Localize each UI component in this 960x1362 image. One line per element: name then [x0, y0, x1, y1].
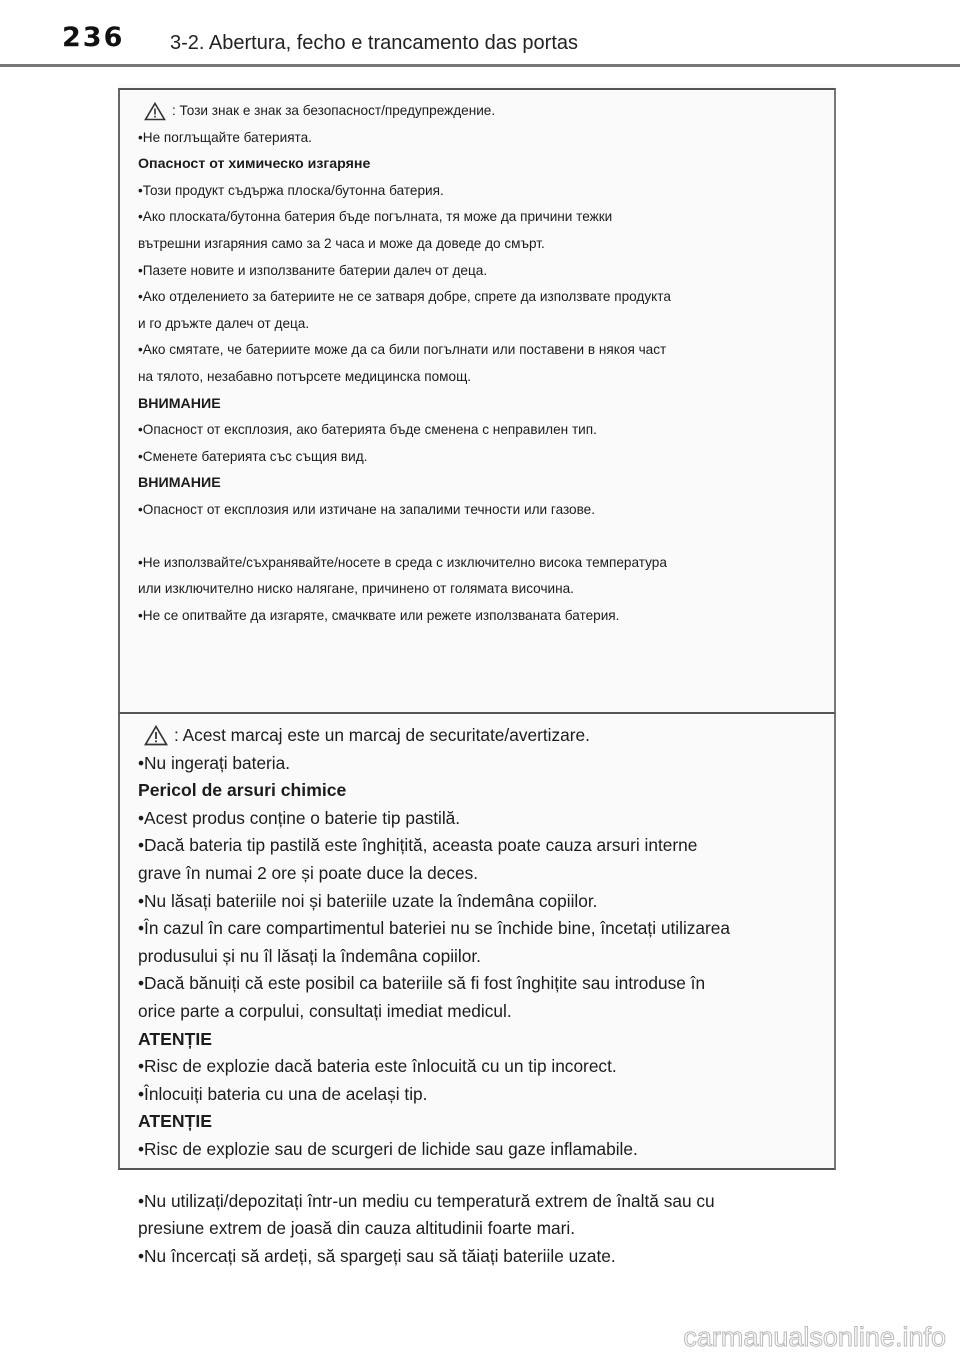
romanian-symbol-line	[138, 722, 824, 750]
bulgarian-text-line: •Не се опитвайте да изгаряте, смачквате или режете използваната батерия.	[138, 607, 620, 623]
page-number: 236	[62, 22, 125, 53]
section-title: 3-2. Abertura, fecho e trancamento das portas	[170, 32, 579, 54]
bulgarian-heading: ВНИМАНИЕ	[138, 395, 221, 412]
romanian-text-line: •Risc de explozie dacă bateria este înlocuită cu un tip incorect.	[138, 1056, 617, 1077]
bulgarian-text-line: •Не използвайте/съхранявайте/носете в среда с изключително висока температура	[138, 554, 667, 570]
bulgarian-text-line: •Ако смятате, че батериите може да са били погълнати или поставени в някоя част	[138, 342, 667, 358]
bulgarian-warning-panel	[118, 88, 836, 714]
romanian-text-line: •Nu ingerați bateria.	[138, 752, 291, 773]
scanned-safety-notice	[118, 84, 836, 1266]
warning-triangle-icon	[144, 102, 166, 121]
bulgarian-text-line: или изключително ниско налягане, причинено от голямата височина.	[138, 581, 574, 597]
romanian-heading: Pericol de arsuri chimice	[138, 780, 347, 801]
romanian-text-line: •Acest produs conține o baterie tip pastilă.	[138, 807, 461, 828]
romanian-text-line: •Nu încercați să ardeți, să spargeți sau să tăiați bateriile uzate.	[138, 1245, 616, 1266]
bulgarian-text-line: •Опасност от експлозия или изтичане на запалими течности или газове.	[138, 501, 596, 517]
bulgarian-symbol-text: : Този знак е знак за безопасност/предупреждение.	[172, 103, 496, 118]
bulgarian-lines-a	[138, 125, 824, 524]
bulgarian-text-line: вътрешни изгаряния само за 2 часа и може да доведе до смърт.	[138, 235, 545, 251]
bulgarian-text-line: •Пазете новите и използваните батерии далеч от деца.	[138, 262, 488, 278]
bulgarian-text-line: •Сменете батерията със същия вид.	[138, 448, 368, 464]
bulgarian-symbol-line	[138, 98, 824, 125]
romanian-warning-panel	[118, 714, 836, 1266]
bulgarian-lines-b	[138, 550, 824, 630]
bulgarian-text-line: на тялото, незабавно потърсете медицинска помощ.	[138, 368, 472, 384]
bulgarian-text-line: и го дръжте далеч от деца.	[138, 315, 310, 331]
bulgarian-text-line: •Ако отделението за батериите не се затваря добре, спрете да използвате продукта	[138, 289, 671, 305]
romanian-text-line: presiune extrem de joasă din cauza altitudinii foarte mari.	[138, 1218, 576, 1239]
bulgarian-text-line: •Ако плоската/бутонна батерия бъде погълната, тя може да причини тежки	[138, 209, 613, 225]
romanian-text-line: orice parte a corpului, consultați imediat medicul.	[138, 1000, 512, 1021]
romanian-text-line: •Risc de explozie sau de scurgeri de lichide sau gaze inflamabile.	[138, 1138, 638, 1159]
romanian-text-line: grave în numai 2 ore și poate duce la deces.	[138, 862, 479, 883]
watermark-text: carmanualsonline.info	[683, 1322, 946, 1352]
romanian-symbol-text: : Acest marcaj este un marcaj de securitate/avertizare.	[174, 725, 590, 745]
header-rule	[0, 64, 960, 67]
romanian-text-line: •În cazul în care compartimentul bateriei nu se închide bine, încetați utilizarea	[138, 918, 731, 939]
romanian-text-line: •Nu utilizați/depozitați într-un mediu cu temperatură extrem de înaltă sau cu	[138, 1190, 715, 1211]
romanian-text-line: •Dacă bănuiți că este posibil ca bateriile să fi fost înghițite sau introduse în	[138, 973, 706, 994]
watermark	[612, 1316, 952, 1356]
bulgarian-text-line: •Този продукт съдържа плоска/бутонна батерия.	[138, 182, 444, 198]
bulgarian-text-line: •Не поглъщайте батерията.	[138, 129, 312, 145]
romanian-lines-b	[138, 1188, 824, 1271]
romanian-text-line: •Înlocuiți bateria cu una de același tip.	[138, 1083, 428, 1104]
romanian-heading: ATENȚIE	[138, 1111, 212, 1132]
bulgarian-text-line: •Опасност от експлозия, ако батерията бъде сменена с неправилен тип.	[138, 422, 597, 438]
bulgarian-heading: ВНИМАНИЕ	[138, 475, 221, 492]
romanian-lines-a	[138, 750, 824, 1164]
romanian-text-line: produsului și nu îl lăsați la îndemâna copiilor.	[138, 945, 481, 966]
romanian-heading: ATENȚIE	[138, 1028, 212, 1049]
romanian-text-line: •Dacă bateria tip pastilă este înghițită, aceasta poate cauza arsuri interne	[138, 835, 698, 856]
page-header	[0, 0, 960, 66]
romanian-text-line: •Nu lăsați bateriile noi și bateriile uzate la îndemâna copiilor.	[138, 890, 598, 911]
bulgarian-heading: Опасност от химическо изгаряне	[138, 156, 371, 173]
warning-triangle-icon	[144, 725, 168, 746]
